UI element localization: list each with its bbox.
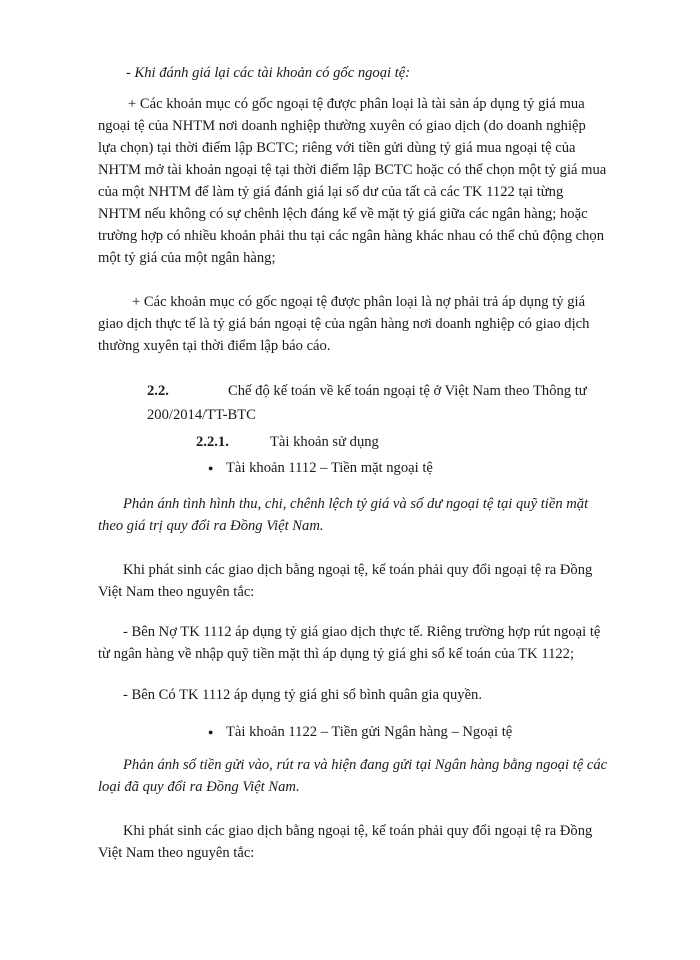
intro-heading: - Khi đánh giá lại các tài khoản có gốc ngoại tệ: bbox=[126, 65, 411, 81]
description-1122: Phản ánh số tiền gửi vào, rút ra và hiện đang gửi tại Ngân hàng bằng ngoại tệ các loại đã quy đổi ra Đồng Việt Nam. bbox=[98, 757, 608, 795]
heading-2-2-1-number: 2.2.1. bbox=[196, 434, 229, 450]
heading-2-2-line1: Chế độ kế toán về kế toán ngoại tệ ở Việt Nam theo Thông tư bbox=[228, 383, 587, 399]
paragraph-conversion-2: Khi phát sinh các giao dịch bằng ngoại tệ, kế toán phải quy đổi ngoại tệ ra Đồng Việt Nam theo nguyên tắc: bbox=[98, 823, 593, 861]
paragraph-liabilities: + Các khoản mục có gốc ngoại tệ được phân loại là nợ phải trả áp dụng tỷ giá giao dịch thực tế là tỷ giá bán ngoại tệ của ngân hàng nơi doanh nghiệp có giao dịch thường xuyên tại thời điểm lập báo cáo. bbox=[98, 294, 590, 354]
paragraph-conversion-1: Khi phát sinh các giao dịch bằng ngoại tệ, kế toán phải quy đổi ngoại tệ ra Đồng Việt Nam theo nguyên tắc: bbox=[98, 562, 593, 600]
paragraph-debit-1112: - Bên Nợ TK 1112 áp dụng tỷ giá giao dịch thực tế. Riêng trường hợp rút ngoại tệ từ ngân hàng về nhập quỹ tiền mặt thì áp dụng tỷ giá ghi sổ kế toán của TK 1122; bbox=[98, 624, 601, 662]
bullet-account-1122: ● Tài khoản 1122 – Tiền gửi Ngân hàng – Ngoại tệ bbox=[226, 721, 512, 743]
heading-2-2-line2: 200/2014/TT-BTC bbox=[147, 407, 256, 423]
description-1112: Phản ánh tình hình thu, chi, chênh lệch tỷ giá và số dư ngoại tệ tại quỹ tiền mặt theo giá trị quy đổi ra Đồng Việt Nam. bbox=[98, 496, 589, 534]
heading-2-2-1-title: Tài khoản sử dụng bbox=[270, 434, 379, 450]
paragraph-assets: + Các khoản mục có gốc ngoại tệ được phân loại là tài sản áp dụng tỷ giá mua ngoại tệ của NHTM nơi doanh nghiệp thường xuyên có giao dịch (do doanh nghiệp lựa chọn) tại thời điểm lập BCTC; riêng với tiền gửi dùng tỷ giá mua ngoại tệ của NHTM mở tài khoản ngoại tệ tại thời điểm lập BCTC hoặc có thể chọn một tỷ giá mua của một NHTM để làm tỷ giá đánh giá lại số dư của tất cả các TK 1122 tại từng NHTM nếu không có sự chênh lệch đáng kể về mặt tỷ giá giữa các ngân hàng; hoặc trường hợp có nhiều khoản phải thu tại các ngân hàng khác nhau có thể chủ động chọn một tỷ giá của một ngân hàng; bbox=[98, 96, 607, 266]
heading-2-2-number: 2.2. bbox=[147, 383, 169, 399]
bullet-account-1112: ● Tài khoản 1112 – Tiền mặt ngoại tệ bbox=[226, 457, 433, 479]
paragraph-credit-1112: - Bên Có TK 1112 áp dụng tỷ giá ghi sổ bình quân gia quyền. bbox=[123, 687, 482, 703]
